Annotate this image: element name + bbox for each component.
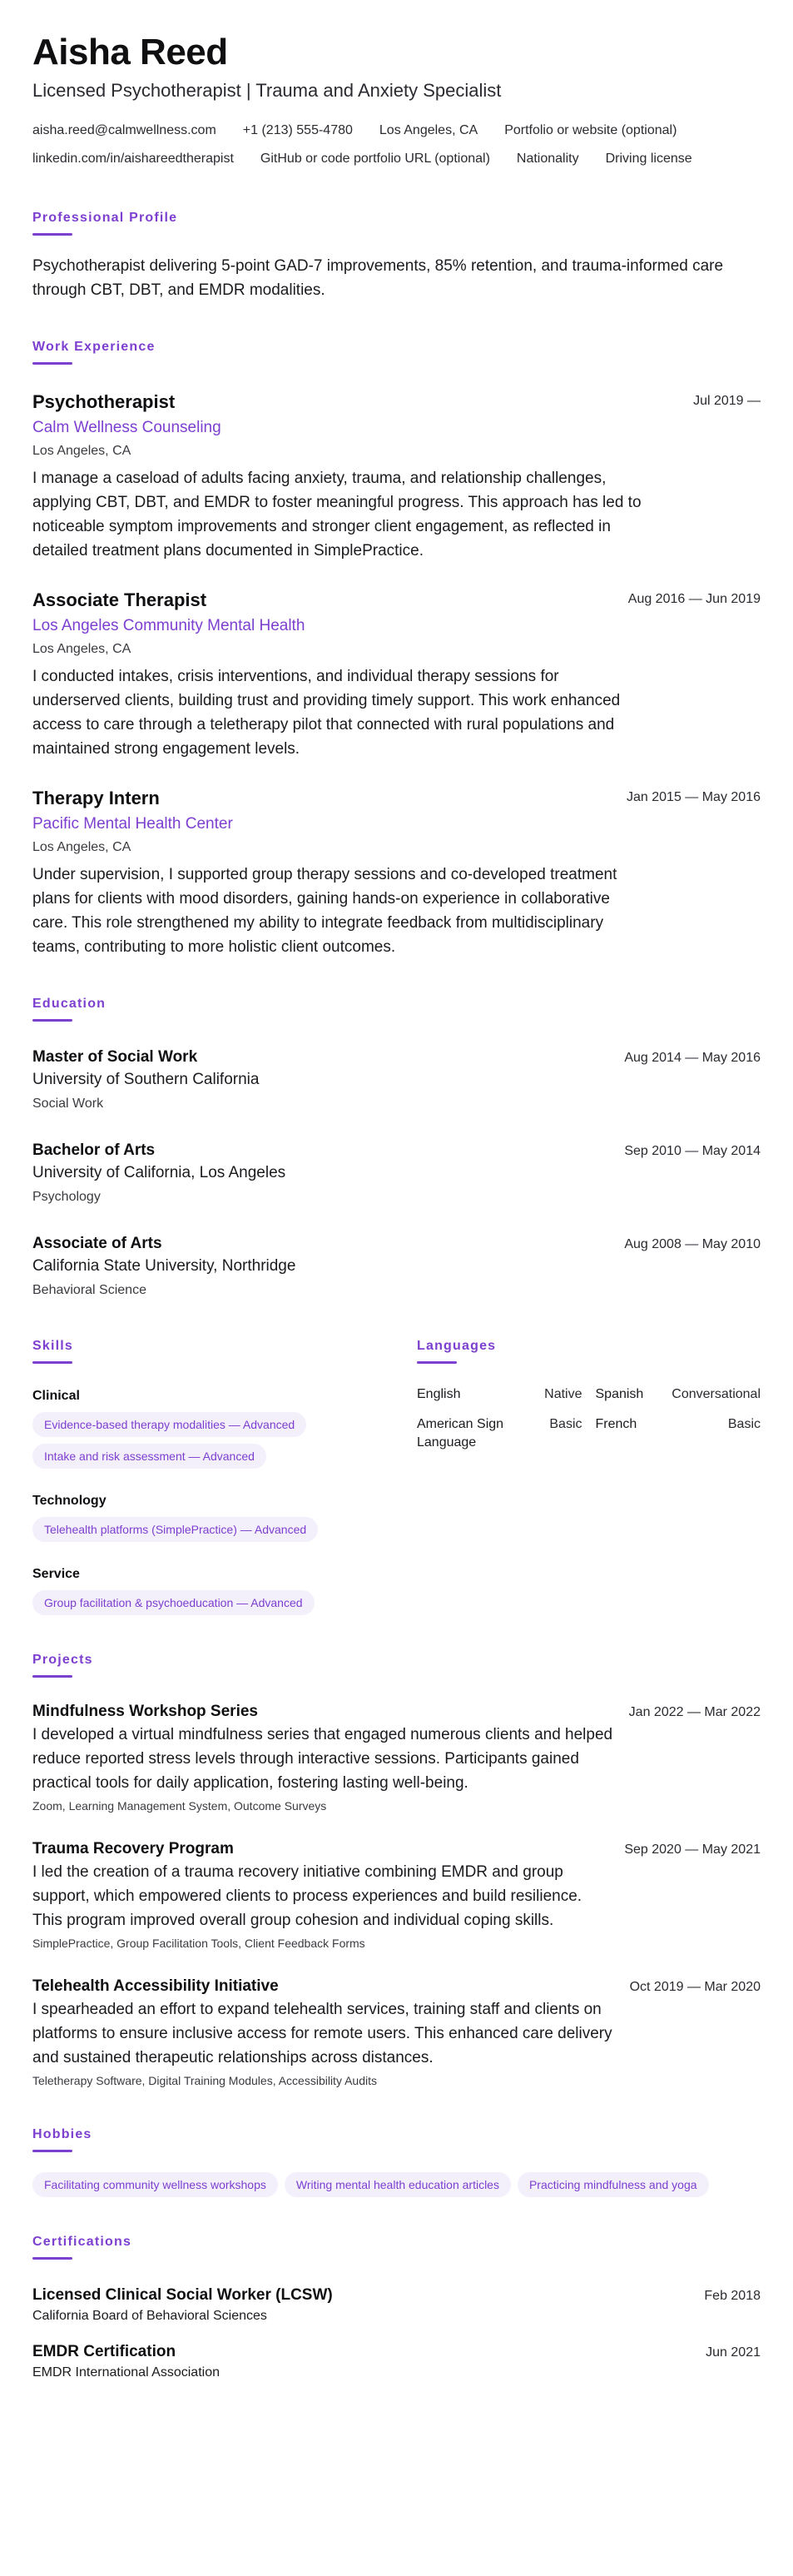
contact-nationality: Nationality — [516, 152, 579, 166]
section-underline — [32, 2257, 72, 2260]
cert-title: EMDR Certification — [32, 2343, 176, 2360]
project-title: Mindfulness Workshop Series — [32, 1703, 258, 1720]
section-underline — [32, 1019, 72, 1022]
job-description: Under supervision, I supported group therapy sessions and co-developed treatment plans for clients with mood disorders, gaining hands-on experience in collaborative care. This role strengthened my ability to integrate feedback from multidisciplinary teams, contributing to more holistic client outcomes. — [32, 866, 617, 956]
certification-entry — [32, 2285, 761, 2326]
skill-tag: Evidence-based therapy modalities — Advanced — [32, 1412, 306, 1437]
job-title: Associate Therapist — [32, 589, 207, 610]
contact-portfolio[interactable]: Portfolio or website (optional) — [504, 123, 677, 137]
section-underline — [32, 233, 72, 236]
language-name: American Sign Language — [417, 1417, 504, 1450]
project-description: I led the creation of a trauma recovery initiative combining EMDR and group support, which empowered clients to process experiences and build resilience. This program improved overall group cohesion and individual coping skills. — [32, 1863, 582, 1929]
job-location: Los Angeles, CA — [32, 840, 131, 854]
contact-linkedin[interactable]: linkedin.com/in/aishareedtherapist — [32, 152, 234, 166]
hobby-tag: Writing mental health education articles — [285, 2172, 511, 2197]
skill-category: Clinical — [32, 1389, 80, 1403]
languages-section — [417, 1338, 761, 1615]
project-entry — [32, 1701, 761, 1815]
education-entry — [32, 1140, 761, 1208]
cert-issuer: EMDR International Association — [32, 2365, 220, 2380]
hobby-tags — [32, 2172, 761, 2197]
skill-tags — [32, 1412, 417, 1469]
project-title: Trauma Recovery Program — [32, 1840, 234, 1857]
education-section — [32, 996, 761, 1301]
edu-school: University of California, Los Angeles — [32, 1164, 286, 1181]
job-date: Jul 2019 — — [693, 394, 761, 408]
job-company: Calm Wellness Counseling — [32, 419, 221, 436]
job-description: I manage a caseload of adults facing anxiety, trauma, and relationship challenges, applying CBT, DBT, and EMDR to foster meaningful progress. This approach has led to noticeable symptom improvements and stronger client engagement, as reflected in detailed treatment plans documented in SimplePractice. — [32, 470, 642, 559]
skill-category: Service — [32, 1567, 80, 1581]
profile-summary: Psychotherapist delivering 5-point GAD-7 improvements, 85% retention, and trauma-informed care through CBT, DBT, and EMDR modalities. — [32, 257, 724, 299]
project-entry — [32, 1976, 761, 2090]
candidate-headline: Licensed Psychotherapist | Trauma and Anxiety Specialist — [32, 80, 502, 101]
candidate-name: Aisha Reed — [32, 32, 228, 72]
section-title: Hobbies — [32, 2127, 92, 2141]
skills-languages-row — [32, 1338, 761, 1615]
edu-degree: Bachelor of Arts — [32, 1141, 156, 1159]
edu-school: California State University, Northridge — [32, 1257, 296, 1275]
section-title: Work Experience — [32, 340, 156, 354]
education-entry — [32, 1047, 761, 1115]
edu-date: Aug 2014 — May 2016 — [624, 1051, 761, 1065]
skill-category: Technology — [32, 1494, 107, 1508]
skills-section — [32, 1338, 417, 1615]
language-name: French — [595, 1417, 637, 1431]
skill-tag: Intake and risk assessment — Advanced — [32, 1444, 266, 1469]
contact-driving-license: Driving license — [605, 152, 692, 166]
cert-date: Jun 2021 — [706, 2345, 761, 2360]
project-date: Sep 2020 — May 2021 — [624, 1842, 761, 1857]
skill-group — [32, 1565, 417, 1615]
skill-tags — [32, 1590, 417, 1615]
edu-field: Behavioral Science — [32, 1283, 146, 1297]
edu-school: University of Southern California — [32, 1071, 260, 1088]
section-title: Projects — [32, 1653, 93, 1667]
cert-date: Feb 2018 — [704, 2289, 761, 2303]
job-entry — [32, 588, 761, 761]
projects-section — [32, 1652, 761, 2090]
section-underline — [32, 1675, 72, 1678]
hobbies-section — [32, 2126, 761, 2197]
language-level: Native — [544, 1387, 582, 1401]
section-underline — [417, 1361, 457, 1364]
language-item — [417, 1415, 582, 1452]
resume-header — [32, 32, 761, 173]
education-entry — [32, 1233, 761, 1301]
project-date: Oct 2019 — Mar 2020 — [629, 1980, 761, 1994]
section-title: Education — [32, 997, 107, 1011]
contact-email[interactable]: aisha.reed@calmwellness.com — [32, 123, 216, 137]
edu-degree: Master of Social Work — [32, 1048, 198, 1066]
job-date: Jan 2015 — May 2016 — [627, 790, 761, 804]
edu-date: Aug 2008 — May 2010 — [624, 1237, 761, 1251]
hobby-tag: Facilitating community wellness workshops — [32, 2172, 278, 2197]
edu-date: Sep 2010 — May 2014 — [624, 1144, 761, 1158]
section-underline — [32, 362, 72, 365]
section-title: Professional Profile — [32, 211, 178, 225]
job-entry — [32, 786, 761, 959]
job-title: Therapy Intern — [32, 788, 160, 808]
hobby-tag: Practicing mindfulness and yoga — [518, 2172, 709, 2197]
cert-title: Licensed Clinical Social Worker (LCSW) — [32, 2286, 333, 2304]
skill-tag: Group facilitation & psychoeducation — Advanced — [32, 1590, 315, 1615]
skill-tags — [32, 1517, 417, 1542]
cert-issuer: California Board of Behavioral Sciences — [32, 2309, 267, 2323]
contact-list — [32, 117, 765, 173]
project-tools: SimplePractice, Group Facilitation Tools, Client Feedback Forms — [32, 1937, 365, 1950]
language-name: Spanish — [595, 1387, 644, 1401]
skill-group — [32, 1387, 417, 1469]
job-company: Pacific Mental Health Center — [32, 815, 233, 833]
project-tools: Zoom, Learning Management System, Outcome Surveys — [32, 1799, 327, 1813]
section-underline — [32, 1361, 72, 1364]
section-underline — [32, 2150, 72, 2152]
certifications-section — [32, 2234, 761, 2383]
job-description: I conducted intakes, crisis interventions, and individual therapy sessions for underserved clients, building trust and providing timely support. This work enhanced access to care through a teletherapy pilot that connected with rural populations and maintained strong engagement levels. — [32, 668, 621, 758]
language-list — [417, 1385, 761, 1452]
edu-field: Social Work — [32, 1097, 104, 1111]
skill-group — [32, 1492, 417, 1542]
edu-degree: Associate of Arts — [32, 1235, 162, 1252]
job-location: Los Angeles, CA — [32, 642, 131, 656]
profile-section — [32, 210, 761, 302]
project-description: I spearheaded an effort to expand telehealth services, training staff and clients on platforms to ensure inclusive access for remote users. This enhanced care delivery and sustained therapeutic relationships across distances. — [32, 2001, 612, 2066]
language-item — [596, 1415, 761, 1452]
section-title: Languages — [417, 1339, 497, 1353]
job-entry — [32, 390, 761, 563]
job-location: Los Angeles, CA — [32, 444, 131, 458]
project-tools: Teletherapy Software, Digital Training Modules, Accessibility Audits — [32, 2074, 377, 2087]
language-item — [417, 1385, 582, 1404]
project-date: Jan 2022 — Mar 2022 — [628, 1705, 761, 1719]
job-date: Aug 2016 — Jun 2019 — [627, 592, 761, 606]
language-item — [596, 1385, 761, 1404]
work-section — [32, 339, 761, 959]
language-level: Conversational — [672, 1387, 761, 1401]
project-title: Telehealth Accessibility Initiative — [32, 1977, 279, 1995]
language-name: English — [417, 1387, 461, 1401]
project-description: I developed a virtual mindfulness series that engaged numerous clients and helped reduce reported stress levels through interactive sessions. Participants gained practical tools for daily application, fostering lasting well-being. — [32, 1726, 613, 1792]
contact-phone[interactable]: +1 (213) 555-4780 — [242, 123, 353, 137]
contact-location: Los Angeles, CA — [379, 123, 478, 137]
language-level: Basic — [549, 1417, 582, 1431]
edu-field: Psychology — [32, 1190, 101, 1204]
section-title: Skills — [32, 1339, 74, 1353]
job-title: Psychotherapist — [32, 391, 176, 412]
certification-entry — [32, 2341, 761, 2383]
contact-github[interactable]: GitHub or code portfolio URL (optional) — [260, 152, 490, 166]
section-title: Certifications — [32, 2235, 132, 2249]
language-level: Basic — [727, 1417, 761, 1431]
project-entry — [32, 1838, 761, 1952]
job-company: Los Angeles Community Mental Health — [32, 617, 305, 634]
skill-tag: Telehealth platforms (SimplePractice) — Advanced — [32, 1517, 318, 1542]
